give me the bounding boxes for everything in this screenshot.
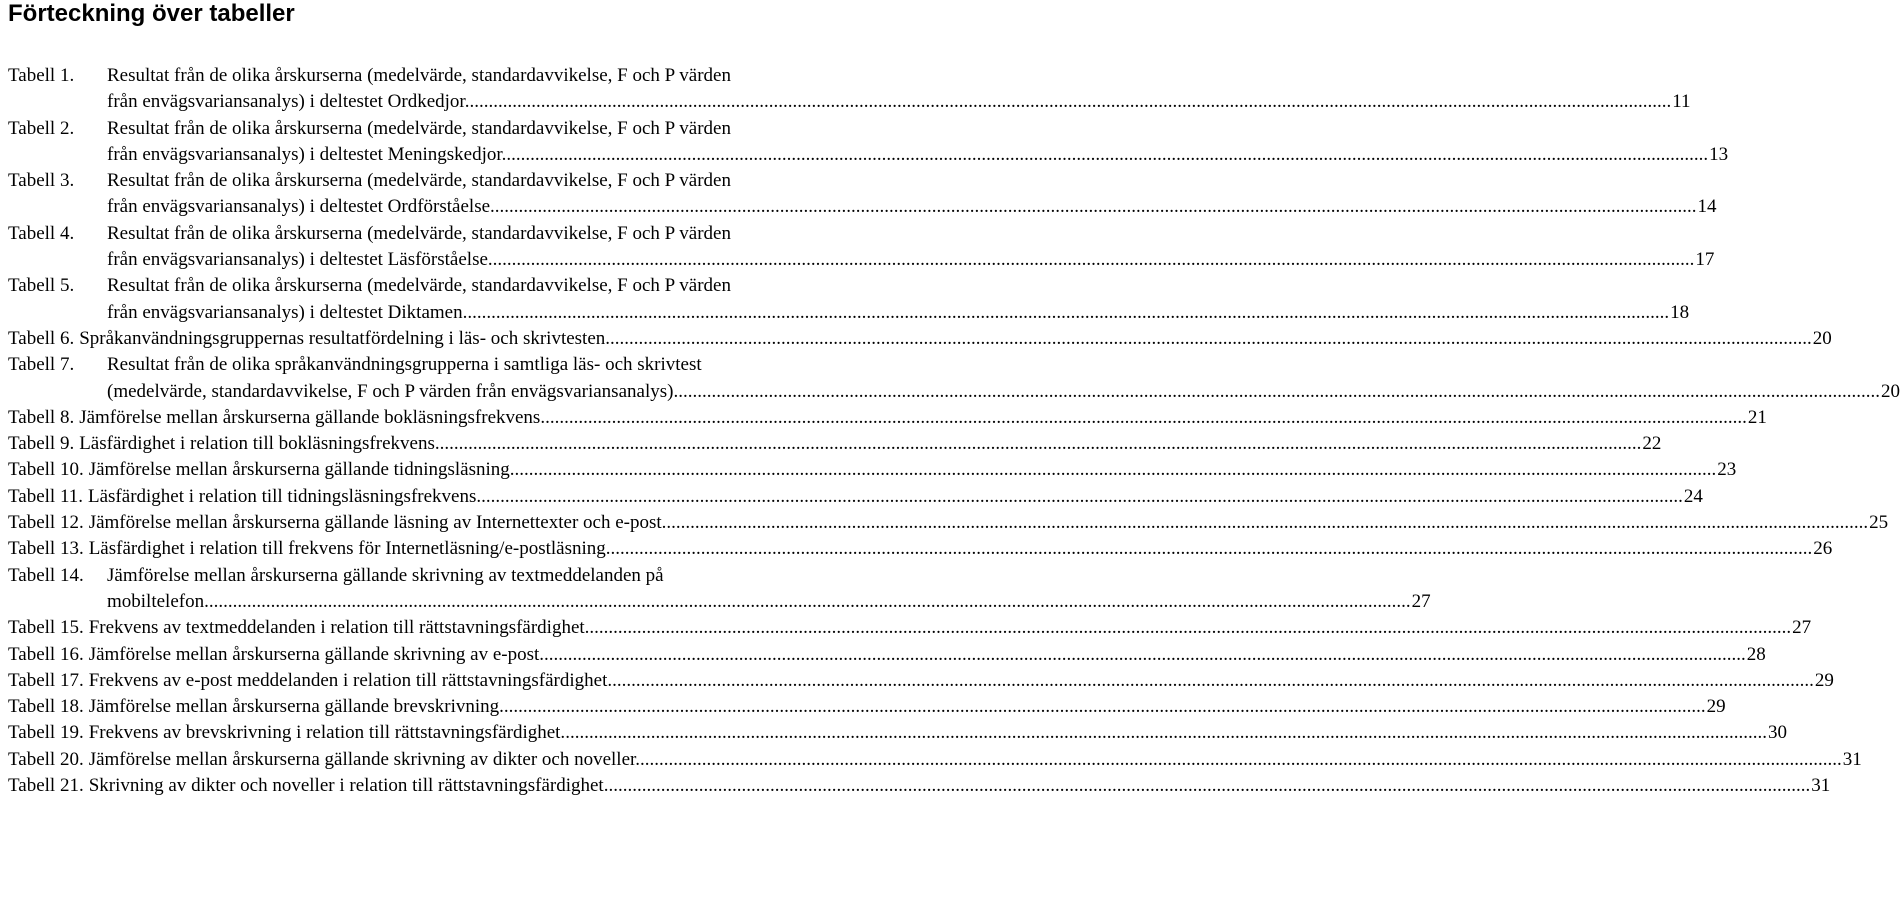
toc-entry[interactable]: [8, 615, 1812, 641]
document-page: [8, 0, 1900, 797]
toc-entry-title: Jämförelse mellan årskurserna gällande läsning av Internettexter och e-post.: [88, 512, 667, 534]
toc-entry-label: Tabell 16.: [8, 643, 84, 665]
toc-entry-label: Tabell 5.: [8, 275, 75, 297]
toc-entry-title: Resultat från de olika årskurserna (medelvärde, standardavvikelse, F och P värden: [107, 222, 731, 244]
toc-entry[interactable]: [8, 221, 1715, 274]
toc-entry-page-number: 27: [1411, 590, 1431, 612]
toc-entry-label: Tabell 15.: [8, 617, 84, 639]
toc-entry-title: Jämförelse mellan årskurserna gällande skrivning av dikter och noveller.: [88, 748, 641, 770]
dot-leader: [545, 405, 1747, 431]
toc-entry-title: Resultat från de olika årskurserna (medelvärde, standardavvikelse, F och P värden: [107, 65, 731, 86]
toc-entry-page-number: 13: [1709, 143, 1729, 165]
toc-entry-label: Tabell 6.: [8, 327, 75, 349]
toc-entry-label: Tabell 21.: [8, 775, 84, 797]
toc-entry-page-number: 31: [1811, 775, 1831, 797]
toc-entry-page-number: 20: [1880, 380, 1900, 402]
toc-entry[interactable]: [8, 642, 1766, 668]
dot-leader: [608, 773, 1810, 799]
table-of-tables: [8, 63, 1900, 799]
toc-entry[interactable]: [8, 694, 1726, 720]
dot-leader: [589, 615, 1791, 641]
toc-entry-title: Jämförelse mellan årskurserna gällande bokläsningsfrekvens.: [79, 406, 546, 428]
toc-entry-label: Tabell 8.: [8, 406, 75, 428]
toc-entry[interactable]: [8, 510, 1889, 536]
toc-entry[interactable]: [8, 484, 1703, 510]
toc-entry-label: Tabell 18.: [8, 696, 84, 718]
toc-entry-title: Frekvens av e-post meddelanden i relation till rättstavningsfärdighet.: [88, 669, 613, 691]
dot-leader: [666, 510, 1868, 536]
dot-leader: [678, 379, 1880, 405]
toc-entry-page-number: 25: [1869, 512, 1889, 534]
toc-entry-title: Läsfärdighet i relation till frekvens för Internetläsning/e-postläsning.: [88, 538, 611, 560]
dot-leader: [515, 457, 1717, 483]
toc-entry-title: Jämförelse mellan årskurserna gällande tidningsläsning.: [88, 459, 515, 481]
dot-leader: [504, 694, 1706, 720]
toc-entry[interactable]: [8, 63, 1691, 116]
toc-entry-title: Jämförelse mellan årskurserna gällande skrivning av e-post.: [88, 643, 545, 665]
toc-entry-label: Tabell 1.: [8, 65, 75, 86]
toc-entry-page-number: 24: [1683, 485, 1703, 507]
page-title: Förteckning över tabeller: [8, 0, 295, 27]
toc-entry[interactable]: [8, 773, 1831, 799]
toc-entry-title-continued: mobiltelefon.: [107, 590, 209, 612]
toc-entry[interactable]: [8, 326, 1832, 352]
toc-entry[interactable]: [8, 405, 1767, 431]
toc-entry-page-number: 30: [1767, 722, 1787, 744]
toc-entry-page-number: 14: [1697, 196, 1717, 218]
toc-entry-page-number: 29: [1814, 669, 1834, 691]
toc-entry-label: Tabell 13.: [8, 538, 84, 560]
toc-entry-title: Resultat från de olika årskurserna (medelvärde, standardavvikelse, F och P värden: [107, 275, 731, 297]
toc-entry-title-continued: (medelvärde, standardavvikelse, F och P värden från envägsvariansanalys).: [107, 380, 679, 402]
toc-entry-page-number: 21: [1747, 406, 1767, 428]
toc-entry-title-continued: från envägsvariansanalys) i deltestet Ordförståelse.: [107, 196, 495, 218]
toc-entry[interactable]: [8, 273, 1690, 326]
dot-leader: [493, 247, 1695, 273]
toc-entry-title: Jämförelse mellan årskurserna gällande skrivning av textmeddelanden på: [107, 564, 664, 586]
dot-leader: [495, 194, 1697, 220]
toc-entry[interactable]: [8, 352, 1900, 405]
dot-leader: [467, 300, 1669, 326]
dot-leader: [544, 642, 1746, 668]
toc-entry-title-continued: från envägsvariansanalys) i deltestet Ordkedjor.: [107, 91, 470, 113]
toc-entry[interactable]: [8, 116, 1729, 169]
toc-entry-label: Tabell 3.: [8, 170, 75, 192]
toc-entry-title-continued: från envägsvariansanalys) i deltestet Meningskedjor.: [107, 143, 507, 165]
dot-leader: [469, 89, 1671, 115]
toc-entry[interactable]: [8, 747, 1862, 773]
toc-entry-label: Tabell 19.: [8, 722, 84, 744]
toc-entry-label: Tabell 9.: [8, 433, 75, 455]
toc-entry[interactable]: [8, 431, 1662, 457]
toc-entry-label: Tabell 11.: [8, 485, 83, 507]
toc-entry-title: Språkanvändningsgruppernas resultatfördelning i läs- och skrivtesten.: [79, 327, 611, 349]
toc-entry[interactable]: [8, 168, 1717, 221]
toc-entry-label: Tabell 20.: [8, 748, 84, 770]
toc-entry-title-continued: från envägsvariansanalys) i deltestet Läsförståelse.: [107, 249, 493, 271]
toc-entry-title: Resultat från de olika årskurserna (medelvärde, standardavvikelse, F och P värden: [107, 117, 731, 139]
toc-entry-page-number: 11: [1672, 91, 1691, 113]
dot-leader: [481, 484, 1683, 510]
toc-entry-page-number: 17: [1695, 249, 1715, 271]
toc-entry-title: Läsfärdighet i relation till bokläsningsfrekvens.: [79, 433, 440, 455]
toc-entry-page-number: 31: [1842, 748, 1862, 770]
toc-entry-label: Tabell 17.: [8, 669, 84, 691]
toc-entry-page-number: 26: [1813, 538, 1833, 560]
dot-leader: [565, 720, 1767, 746]
toc-entry-label: Tabell 2.: [8, 117, 75, 139]
dot-leader: [612, 668, 1814, 694]
toc-entry[interactable]: [8, 720, 1787, 746]
toc-entry-title: Läsfärdighet i relation till tidningsläsningsfrekvens.: [88, 485, 482, 507]
toc-entry-label: Tabell 12.: [8, 512, 84, 534]
toc-entry-page-number: 20: [1812, 327, 1832, 349]
dot-leader: [611, 536, 1813, 562]
toc-entry-page-number: 22: [1642, 433, 1662, 455]
toc-entry-page-number: 29: [1706, 696, 1726, 718]
toc-entry-title: Skrivning av dikter och noveller i relation till rättstavningsfärdighet.: [88, 775, 609, 797]
toc-entry-label: Tabell 10.: [8, 459, 84, 481]
dot-leader: [640, 747, 1842, 773]
dot-leader: [610, 326, 1812, 352]
dot-leader: [506, 142, 1708, 168]
toc-entry-title: Frekvens av brevskrivning i relation till rättstavningsfärdighet.: [88, 722, 566, 744]
dot-leader: [209, 589, 1411, 615]
toc-entry[interactable]: [8, 457, 1737, 483]
toc-entry[interactable]: [8, 563, 1431, 616]
toc-entry-page-number: 28: [1746, 643, 1766, 665]
toc-entry-label: Tabell 14.: [8, 564, 84, 586]
toc-entry-label: Tabell 7.: [8, 354, 75, 376]
toc-entry-label: Tabell 4.: [8, 222, 75, 244]
toc-entry-page-number: 27: [1792, 617, 1812, 639]
toc-entry[interactable]: [8, 536, 1833, 562]
toc-entry[interactable]: [8, 668, 1834, 694]
toc-entry-title: Resultat från de olika årskurserna (medelvärde, standardavvikelse, F och P värden: [107, 170, 731, 192]
toc-entry-page-number: 18: [1670, 301, 1690, 323]
toc-entry-title: Resultat från de olika språkanvändningsgrupperna i samtliga läs- och skrivtest: [107, 354, 702, 376]
dot-leader: [440, 431, 1642, 457]
toc-entry-page-number: 23: [1717, 459, 1737, 481]
toc-entry-title: Frekvens av textmeddelanden i relation till rättstavningsfärdighet.: [88, 617, 590, 639]
toc-entry-title-continued: från envägsvariansanalys) i deltestet Diktamen.: [107, 301, 468, 323]
toc-entry-title: Jämförelse mellan årskurserna gällande brevskrivning.: [88, 696, 504, 718]
